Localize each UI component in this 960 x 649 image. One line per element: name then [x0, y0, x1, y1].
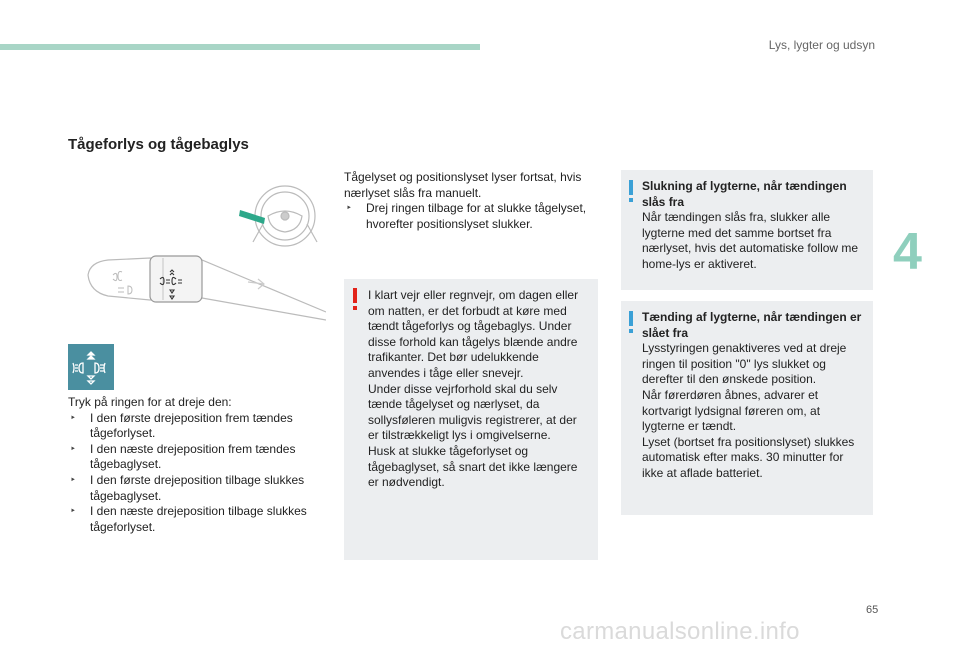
info-mark-icon [629, 180, 633, 202]
warning-text-1: I klart vejr eller regnvejr, om dagen eller om natten, er det forbudt at køre med tændt tågeforlys og tågebaglys. Under disse forhold kan tågelys blænde andre trafikanter. Det bør udelukkende anvendes i tåge eller snevejr. [368, 288, 579, 380]
fog-light-stalk-illustration [68, 180, 326, 335]
list-item: ‣ I den næste drejeposition tilbage slukkes tågeforlyset. [68, 504, 330, 535]
info-box-lights-on [621, 301, 873, 515]
fog-lamp-symbol-icon [68, 344, 114, 390]
info-box-lights-off [621, 170, 873, 290]
section-title: Tågeforlys og tågebaglys [68, 136, 249, 153]
col2-paragraph: Tågelyset og positionslyset lyser fortsat, hvis nærlyset slås fra manuelt. [344, 170, 582, 200]
list-item: ‣ I den næste drejeposition frem tændes tågebaglyset. [68, 442, 330, 473]
col2-bullet-list [344, 201, 596, 232]
steering-wheel-icon [253, 186, 317, 246]
column-2 [344, 170, 596, 232]
list-item: ‣ I den første drejeposition frem tændes tågeforlyset. [68, 411, 330, 442]
column-1 [68, 395, 330, 535]
list-item: ‣ I den første drejeposition tilbage slukkes tågebaglyset. [68, 473, 330, 504]
warning-mark-icon [353, 288, 357, 310]
info-box-text: Lysstyringen genaktiveres ved at dreje ringen til position "0" lys slukket og derefter til den ønskede position. [642, 341, 847, 387]
info-box-text: Når førerdøren åbnes, advarer et kortvarigt lydsignal føreren om, at lygterne er tændt. [642, 387, 821, 434]
col1-intro: Tryk på ringen for at dreje den: [68, 395, 232, 409]
info-box-title: Slukning af lygterne, når tændingen slås fra [642, 179, 847, 209]
warning-text-3: Husk at slukke tågeforlyset og tågebaglyset, så snart det ikke længere er nødvendigt. [368, 443, 578, 490]
list-item: ‣ Drej ringen tilbage for at slukke tågelyset, hvorefter positionslyset slukker. [344, 201, 596, 232]
page-number: 65 [866, 604, 879, 616]
info-box-text: Når tændingen slås fra, slukker alle lygterne med det samme bortset fra nærlyset, hvis det automatiske follow me home-lys er aktiveret. [642, 210, 859, 271]
warning-box [344, 279, 598, 560]
warning-text-2: Under disse vejrforhold skal du selv tænde tågelyset og nærlyset, da sollysføleren muligvis registrerer, at der er tilstrækkeligt lys i omgivelserne. [368, 381, 577, 443]
info-mark-icon [629, 311, 633, 333]
header-accent-bar [0, 44, 480, 50]
info-box-title: Tænding af lygterne, når tændingen er slået fra [642, 310, 862, 340]
chapter-title: Lys, lygter og udsyn [768, 38, 875, 52]
watermark: carmanualsonline.info [560, 618, 800, 645]
stalk-left-symbols [113, 272, 132, 295]
chapter-number: 4 [893, 223, 922, 281]
info-box-text: Lyset (bortset fra positionslyset) slukkes automatisk efter maks. 30 minutter for ikke at aflade batteriet. [642, 434, 855, 480]
col1-bullet-list [68, 411, 330, 536]
